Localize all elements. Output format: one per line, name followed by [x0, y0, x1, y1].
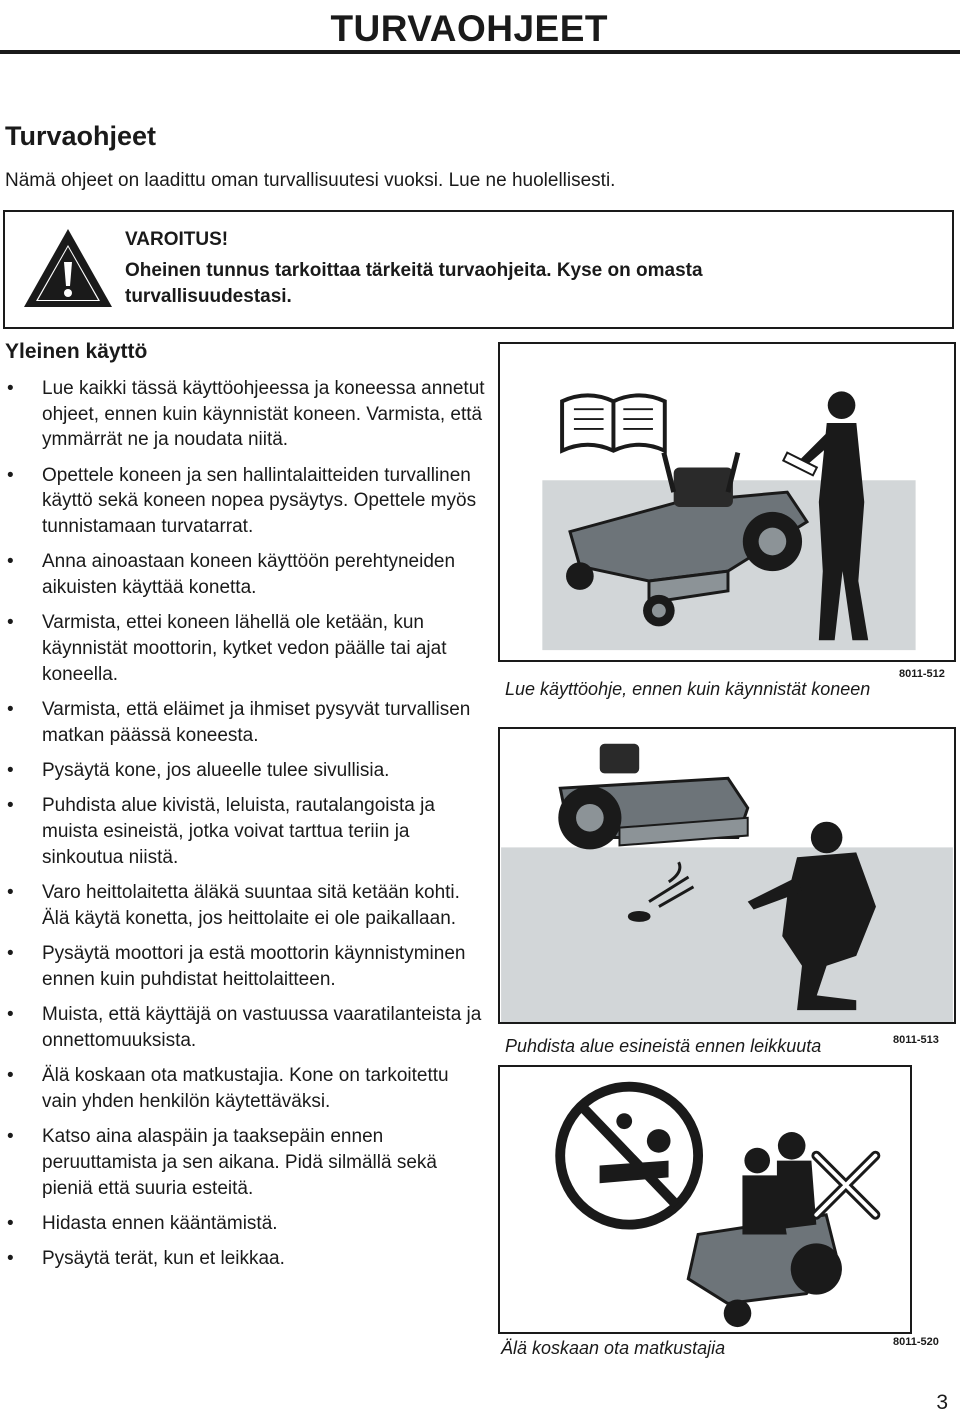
bullet-icon: •: [7, 378, 14, 399]
list-item: [5, 941, 485, 992]
no-symbol-icon: [560, 1087, 698, 1225]
list-item-text: Lue kaikki tässä käyttöohjeessa ja koneessa annetut ohjeet, ennen kuin käynnistät koneen. Varmista, että ymmärrät ne ja noudata niitä.: [42, 378, 485, 451]
warning-triangle-icon: [21, 226, 115, 310]
list-item: [5, 758, 485, 784]
list-item: [5, 793, 485, 870]
bullet-icon: •: [7, 882, 14, 904]
list-item: [5, 549, 485, 600]
bullet-icon: •: [7, 551, 14, 573]
mower-illustration: [558, 744, 747, 850]
bullet-icon: •: [7, 760, 14, 782]
page-header-title: TURVAOHJEET: [330, 8, 608, 49]
bullet-icon: •: [7, 1126, 14, 1148]
bullet-icon: •: [7, 1004, 14, 1026]
section-title: Turvaohjeet: [5, 121, 157, 151]
list-item-text: Älä koskaan ota matkustajia. Kone on tarkoitettu vain yhden henkilön käytettäväksi.: [42, 1065, 449, 1112]
list-item-text: Varmista, ettei koneen lähellä ole ketään, kun käynnistät moottorin, kytket vedon päälle tai ajat koneella.: [42, 612, 447, 685]
list-item: [5, 1124, 485, 1201]
bullet-icon: •: [7, 1248, 14, 1270]
warning-text: Oheinen tunnus tarkoittaa tärkeitä turvaohjeita. Kyse on omasta turvallisuudestasi.: [125, 260, 703, 307]
figure-code: 8011-513: [893, 1034, 939, 1046]
figure-clear-area: [498, 727, 956, 1024]
list-item: [5, 463, 485, 540]
bullet-icon: •: [7, 1065, 14, 1087]
list-item: [5, 880, 485, 931]
list-item: [5, 1211, 485, 1237]
list-item-text: Opettele koneen ja sen hallintalaitteiden turvallinen käyttö sekä koneen nopea pysäytys. Opettele myös tunnistamaan turvatarrat.: [42, 464, 477, 538]
manual-book-icon: [562, 395, 665, 450]
list-item-text: Pysäytä terät, kun et leikkaa.: [42, 1248, 285, 1270]
list-item: [5, 697, 485, 748]
bullet-icon: •: [7, 612, 14, 634]
bullet-icon: •: [7, 1212, 14, 1234]
list-item-text: Puhdista alue kivistä, leluista, rautalangoista ja muista esineistä, jotka voivat tarttua teriin ja sinkoutua niistä.: [42, 795, 435, 868]
figure-caption: Lue käyttöohje, ennen kuin käynnistät koneen: [505, 679, 871, 699]
list-item: [5, 610, 485, 687]
figure-read-manual: [498, 342, 956, 662]
list-item-text: Anna ainoastaan koneen käyttöön perehtyneiden aikuisten käyttää konetta.: [42, 551, 456, 599]
figure-caption: Puhdista alue esineistä ennen leikkuuta: [505, 1036, 822, 1056]
list-item: [5, 1063, 485, 1114]
list-item-text: Katso aina alaspäin ja taaksepäin ennen peruuttamista ja sen aikana. Pidä silmällä sekä pieniä että suuria esteitä.: [42, 1126, 437, 1199]
bullet-icon: •: [7, 699, 14, 721]
bullet-icon: •: [7, 943, 14, 965]
safety-bullet-list: [5, 376, 485, 1281]
figure-caption: Älä koskaan ota matkustajia: [501, 1338, 726, 1358]
page-number: 3: [936, 1391, 948, 1414]
list-item-text: Varmista, että eläimet ja ihmiset pysyvät turvallisen matkan päässä koneesta.: [42, 699, 471, 746]
warning-heading: VAROITUS!: [125, 229, 229, 250]
list-item: [5, 376, 485, 453]
figure-code: 8011-512: [899, 668, 945, 680]
list-item-text: Muista, että käyttäjä on vastuussa vaaratilanteista ja onnettomuuksista.: [42, 1004, 482, 1051]
bullet-icon: •: [7, 464, 14, 486]
bullet-icon: •: [7, 795, 14, 817]
list-item: [5, 1246, 485, 1272]
intro-text: Nämä ohjeet on laadittu oman turvallisuutesi vuoksi. Lue ne huolellisesti.: [5, 170, 616, 191]
list-item: [5, 1002, 485, 1053]
list-item-text: Pysäytä moottori ja estä moottorin käynnistyminen ennen kuin puhdistat heittolaitteen.: [42, 943, 466, 990]
list-item-text: Pysäytä kone, jos alueelle tulee sivullisia.: [42, 760, 390, 782]
header-rule: [0, 50, 960, 54]
list-item-text: Hidasta ennen kääntämistä.: [42, 1212, 278, 1234]
figure-no-passengers: [498, 1065, 912, 1334]
warning-box: [3, 210, 954, 329]
figure-code: 8011-520: [893, 1336, 939, 1348]
list-item-text: Varo heittolaitetta äläkä suuntaa sitä ketään kohti. Älä käytä konetta, jos heittolaite ei ole paikallaan.: [42, 882, 460, 929]
general-use-title: Yleinen käyttö: [5, 340, 148, 363]
